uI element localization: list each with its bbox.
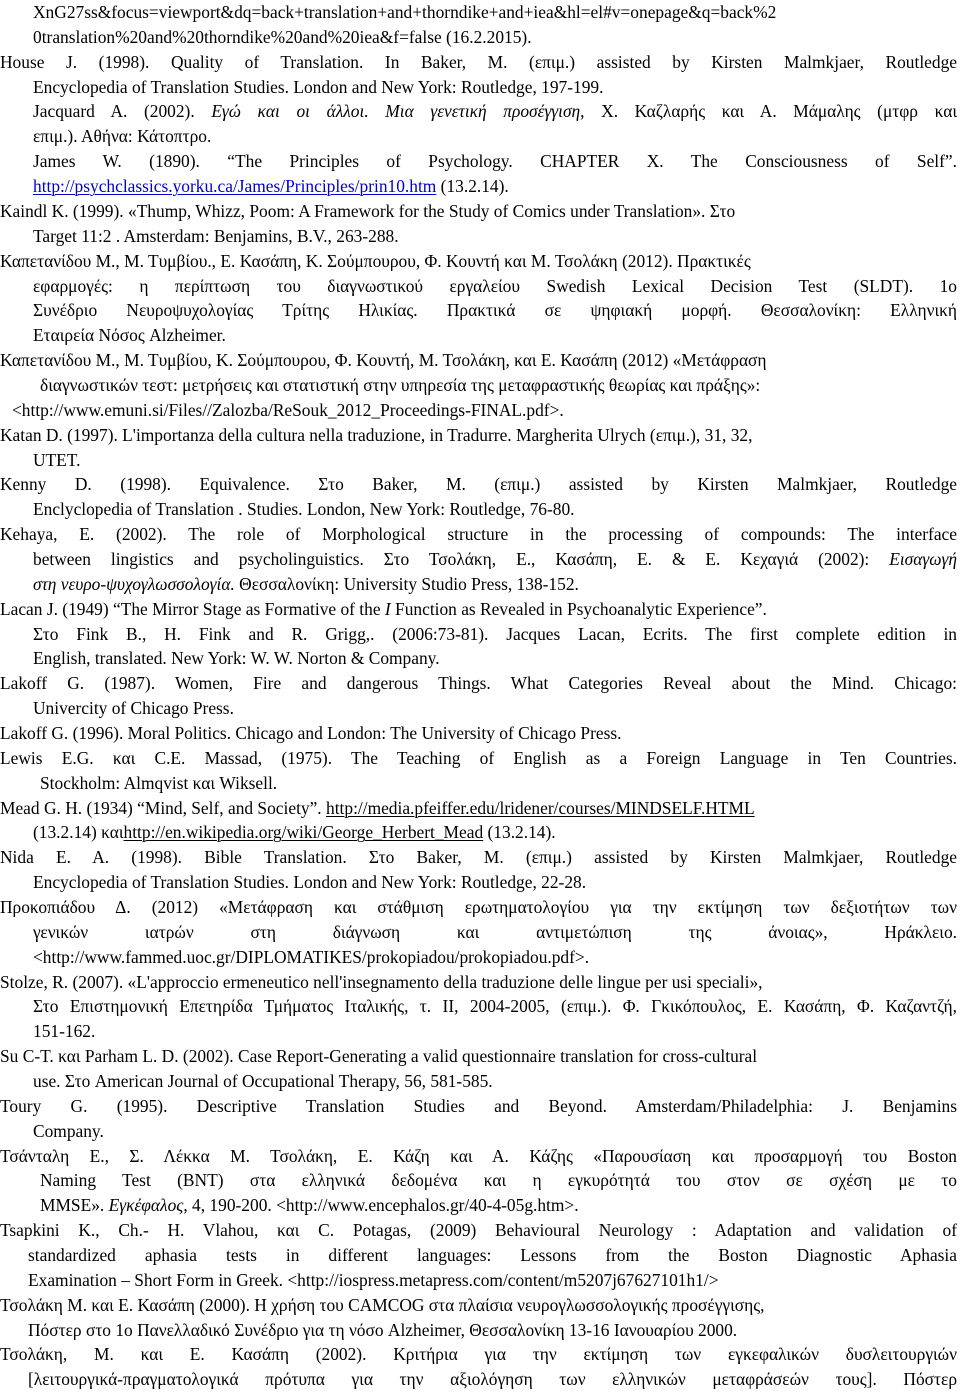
reference-text: Χ. Καζλαρής και Α. Μάμαλης (μτφρ και xyxy=(584,101,957,122)
reference-text: Συνέδριο Νευροψυχολογίας Τρίτης Ηλικίας. Πρακτικά σε ψηφιακή μορφή. Θεσσαλονίκη: Ελληνική xyxy=(33,300,957,321)
reference-line xyxy=(40,1168,957,1192)
reference-text: Kenny D. (1998). Equivalence. Στο Baker, M. (επιμ.) assisted by Kirsten Malmkjaer, Routledge xyxy=(0,474,957,495)
reference-line xyxy=(28,1243,957,1267)
reference-line xyxy=(33,1069,957,1093)
reference-line xyxy=(0,597,957,621)
reference-line xyxy=(33,622,957,646)
reference-text: Mead G. H. (1934) “Mind, Self, and Society”. xyxy=(0,797,327,818)
reference-line xyxy=(0,746,957,770)
reference-line xyxy=(33,298,957,322)
reference-text: εφαρμογές: η περίπτωση του διαγνωστικού εργαλείου Swedish Lexical Decision Test (SLDT). 1ο xyxy=(33,275,957,296)
reference-url-link[interactable]: http://en.wikipedia.org/wiki/George_Herbert_Mead xyxy=(123,822,484,843)
reference-text: Univercity of Chicago Press. xyxy=(33,698,234,719)
reference-text: Kehaya, E. (2002). The role of Morphological structure in the processing of compounds: The interface xyxy=(0,524,957,545)
reference-text: (13.2.14). xyxy=(436,176,509,196)
reference-text: standardized aphasia tests in different languages: Lessons from the Boston Diagnostic Aphasia xyxy=(28,1245,957,1265)
reference-line xyxy=(33,174,957,198)
reference-line xyxy=(33,994,957,1018)
reference-text: use. Στο American Journal of Occupational Therapy, 56, 581-585. xyxy=(33,1071,493,1091)
reference-line xyxy=(0,348,957,372)
reference-text: House J. (1998). Quality of Translation. In Baker, M. (επιμ.) assisted by Kirsten Malmkjaer, Routledge xyxy=(0,51,957,72)
reference-text: <http://www.emuni.si/Files//Zalozba/ReSouk_2012_Proceedings-FINAL.pdf>. xyxy=(12,399,564,420)
reference-line xyxy=(33,945,957,969)
reference-text: (13.2.14) και xyxy=(33,822,124,843)
reference-line xyxy=(0,845,957,869)
reference-text: Πόστερ στο 1ο Πανελλαδικό Συνέδριο για τη νόσο Alzheimer, Θεσσαλονίκη 13-16 Ιανουαρίου 2000. xyxy=(28,1319,738,1340)
reference-text: Katan D. (1997). L'importanza della cultura nella traduzione, in Tradurre. Margherita Ulrych (επιμ.), 31, 32, xyxy=(0,424,753,445)
reference-line xyxy=(0,472,957,496)
italic-text: Εισαγωγή xyxy=(889,548,957,569)
reference-line xyxy=(40,1193,957,1217)
reference-line xyxy=(33,149,957,173)
reference-text: Τσολάκη, Μ. και Ε. Κασάπη (2002). Κριτήρια για την εκτίμηση των εγκεφαλικών δυσλειτουργιών xyxy=(0,1344,957,1365)
reference-line xyxy=(33,75,957,99)
reference-line xyxy=(0,671,957,695)
reference-text: Στο Επιστημονική Επετηρίδα Τμήματος Ιταλικής, τ. ΙΙ, 2004-2005, (επιμ.). Φ. Γκικόπουλος, Ε. Κασάπη, Φ. Καζαντζή, xyxy=(33,996,957,1017)
reference-text: (13.2.14). xyxy=(483,822,556,843)
reference-text: Jacquard A. (2002). xyxy=(33,101,212,122)
reference-line xyxy=(28,1318,957,1342)
reference-line xyxy=(33,1119,957,1143)
reference-line xyxy=(33,870,957,894)
reference-url-link[interactable]: http://psychclassics.yorku.ca/James/Principles/prin10.htm xyxy=(33,176,437,196)
reference-text: Company. xyxy=(33,1120,104,1141)
reference-text: διαγνωστικών τεστ: μετρήσεις και στατιστική στην υπηρεσία της μεταφραστικής θεωρίας και πράξης»: xyxy=(40,374,761,395)
italic-text: Εγκέφαλος xyxy=(108,1195,184,1216)
reference-text: between lingistics and psycholinguistics. Στο Τσολάκη, Ε., Κασάπη, Ε. & Ε. Κεχαγιά (2002): xyxy=(33,548,890,569)
reference-line xyxy=(33,547,957,571)
reference-line xyxy=(33,323,957,347)
reference-line xyxy=(28,1367,957,1391)
reference-line xyxy=(0,1342,957,1366)
reference-text: Stolze, R. (2007). «L'approccio ermeneutico nell'insegnamento della traduzione delle lingue per usi speciali», xyxy=(0,971,763,992)
reference-line xyxy=(33,820,957,844)
reference-text: Τσολάκη Μ. και Ε. Κασάπη (2000). Η χρήση του CAMCOG στα πλαίσια νευρογλωσσολογικής προσέγγισης, xyxy=(0,1294,765,1315)
reference-line xyxy=(0,1218,957,1242)
reference-text: <http://www.fammed.uoc.gr/DIPLOMATIKES/prokopiadou/prokopiadou.pdf>. xyxy=(33,946,590,967)
reference-text: Toury G. (1995). Descriptive Translation Studies and Beyond. Amsterdam/Philadelphia: J. Benjamins xyxy=(0,1095,957,1116)
reference-text: Καπετανίδου Μ., Μ. Τυμβίου, Κ. Σούμπουρου, Φ. Κουντή, Μ. Τσολάκη, και Ε. Κασάπη (2012) «Μετάφραση xyxy=(0,350,767,370)
reference-text: Encyclopedia of Translation Studies. London and New York: Routledge, 197-199. xyxy=(33,76,604,97)
reference-line xyxy=(0,50,957,74)
reference-text: Kaindl K. (1999). «Thump, Whizz, Poom: A Framework for the Study of Comics under Translation». Στο xyxy=(0,200,736,221)
reference-line xyxy=(0,199,957,223)
italic-text: στη νευρο-ψυχογλωσσολογία. xyxy=(33,573,235,594)
reference-text: Target 11:2 . Amsterdam: Benjamins, B.V., 263-288. xyxy=(33,225,399,246)
reference-line xyxy=(33,696,957,720)
reference-text: 0translation%20and%20thorndike%20and%20iea&f=false (16.2.2015). xyxy=(33,26,532,47)
reference-text: Examination – Short Form in Greek. <http://iospress.metapress.com/content/m5207j67627101h1/> xyxy=(28,1269,719,1290)
reference-text: 151-162. xyxy=(33,1021,96,1042)
reference-text: Προκοπιάδου Δ. (2012) «Μετάφραση και στάθμιση ερωτηματολογίου για την εκτίμηση των δεξιοτήτων των xyxy=(0,897,957,917)
reference-line xyxy=(33,0,957,24)
reference-line xyxy=(40,771,957,795)
reference-text: Lakoff G. (1996). Moral Politics. Chicago and London: The University of Chicago Press. xyxy=(0,722,622,743)
italic-text: I xyxy=(384,598,391,619)
reference-line xyxy=(40,373,957,397)
reference-line xyxy=(28,1268,957,1292)
reference-text: James W. (1890). “The Principles of Psychology. CHAPTER X. The Consciousness of Self”. xyxy=(33,151,957,172)
reference-line xyxy=(33,646,957,670)
reference-line xyxy=(0,522,957,546)
reference-line xyxy=(12,398,957,422)
reference-text: Εταιρεία Νόσος Alzheimer. xyxy=(33,325,226,346)
reference-text: Στο Fink B., H. Fink and R. Grigg,. (2006:73-81). Jacques Lacan, Ecrits. The first complete edition in xyxy=(33,623,957,644)
reference-text: επιμ.). Αθήνα: Κάτοπτρο. xyxy=(33,126,212,147)
reference-text: Function as Revealed in Psychoanalytic Experience”. xyxy=(390,598,767,619)
reference-line xyxy=(0,721,957,745)
reference-line xyxy=(33,497,957,521)
reference-line xyxy=(0,1293,957,1317)
reference-text: Lewis E.G. και C.E. Massad, (1975). The Teaching of English as a Foreign Language in Ten Countries. xyxy=(0,747,957,768)
italic-text: Εγώ και οι άλλοι. Μια γενετική προσέγγιση, xyxy=(211,101,585,122)
reference-line xyxy=(33,25,957,49)
reference-line xyxy=(0,1144,957,1168)
reference-text: [λειτουργικά-πραγματολογικά πρότυπα για την αξιολόγηση των ελληνικών μεταφράσεών τους]. Πόστερ xyxy=(28,1369,957,1390)
reference-line xyxy=(0,1094,957,1118)
reference-text: Stockholm: Almqvist και Wiksell. xyxy=(40,772,278,793)
reference-text: Su C-T. και Parham L. D. (2002). Case Report-Generating a valid questionnaire translation for cross-cultural xyxy=(0,1046,758,1067)
reference-line xyxy=(0,895,957,919)
reference-text: Nida E. A. (1998). Bible Translation. Στο Baker, M. (επιμ.) assisted by Kirsten Malmkjaer, Routledge xyxy=(0,847,957,868)
reference-line xyxy=(33,274,957,298)
reference-text: Lakoff G. (1987). Women, Fire and dangerous Things. What Categories Reveal about the Mind. Chicago: xyxy=(0,673,957,694)
reference-line xyxy=(33,448,957,472)
reference-text: Encyclopedia of Translation Studies. London and New York: Routledge, 22-28. xyxy=(33,872,587,893)
reference-line xyxy=(33,1019,957,1043)
reference-url-link[interactable]: http://media.pfeiffer.edu/lridener/courses/MINDSELF.HTML xyxy=(326,797,755,818)
reference-line xyxy=(0,249,957,273)
reference-text: Naming Test (BNT) στα ελληνικά δεδομένα και η εγκυρότητά του στον σε σχέση με το xyxy=(40,1170,957,1191)
reference-text: Tsapkini K., Ch.- H. Vlahou, και C. Potagas, (2009) Behavioural Neurology : Adaptation and validation of xyxy=(0,1220,957,1241)
reference-text: Lacan J. (1949) “The Mirror Stage as Formative of the xyxy=(0,598,385,619)
reference-text: Τσάνταλη Ε., Σ. Λέκκα Μ. Τσολάκη, Ε. Κάζη και Α. Κάζης «Παρουσίαση και προσαρμογή του Boston xyxy=(0,1145,957,1166)
reference-text: UTET. xyxy=(33,449,81,470)
reference-text: Enclyclopedia of Translation . Studies. London, New York: Routledge, 76-80. xyxy=(33,499,575,520)
reference-line xyxy=(33,99,957,123)
reference-line xyxy=(0,796,957,820)
reference-text: γενικών ιατρών στη διάγνωση και αντιμετώπιση της άνοιας», Ηράκλειο. xyxy=(33,921,957,942)
reference-text: , 4, 190-200. <http://www.encephalos.gr/40-4-05g.htm>. xyxy=(183,1195,579,1216)
reference-line xyxy=(33,124,957,148)
reference-text: Θεσσαλονίκη: University Studio Press, 138-152. xyxy=(234,573,579,594)
reference-text: XnG27ss&focus=viewport&dq=back+translation+and+thorndike+and+iea&hl=el#v=onepage&q=back%2 xyxy=(33,2,777,22)
reference-text: Καπετανίδου Μ., Μ. Τυμβίου., Ε. Κασάπη, Κ. Σούμπουρου, Φ. Κουντή και Μ. Τσολάκη (2012). Πρακτικές xyxy=(0,250,751,271)
reference-line xyxy=(33,920,957,944)
reference-line xyxy=(0,1044,957,1068)
reference-line xyxy=(0,423,957,447)
reference-line xyxy=(0,970,957,994)
reference-line xyxy=(33,224,957,248)
reference-text: MMSE». xyxy=(40,1195,109,1216)
reference-text: English, translated. New York: W. W. Norton & Company. xyxy=(33,648,440,669)
reference-line xyxy=(33,572,957,596)
